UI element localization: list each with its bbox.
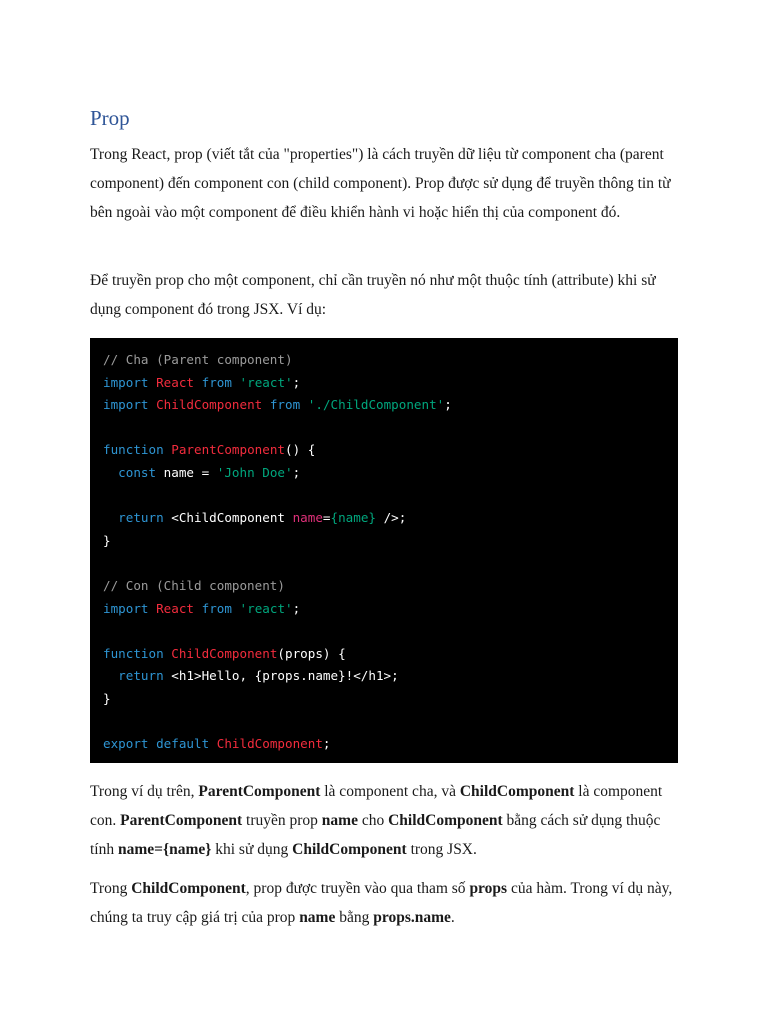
- code-line: [103, 711, 678, 734]
- code-token: // Cha (Parent component): [103, 352, 293, 367]
- code-line: [103, 485, 678, 508]
- bold-term: name={name}: [118, 841, 212, 858]
- code-token: />;: [376, 510, 407, 526]
- code-token: [103, 465, 118, 480]
- text-run: khi sử dụng: [211, 841, 293, 858]
- code-token: ;: [292, 374, 301, 390]
- code-line: [103, 394, 678, 417]
- intro-paragraph: [90, 140, 680, 227]
- code-token: ;: [444, 397, 452, 413]
- code-token: import: [103, 374, 149, 390]
- code-token: [103, 668, 118, 683]
- code-token: [103, 510, 118, 525]
- bold-term: ChildComponent: [292, 841, 407, 858]
- code-token: 'react': [239, 374, 293, 390]
- bold-term: ChildComponent: [131, 880, 246, 897]
- text-run: là component cha, và: [320, 783, 460, 800]
- bold-term: name: [321, 812, 358, 829]
- bold-term: ChildComponent: [388, 812, 503, 829]
- explanation-paragraph: [90, 777, 680, 864]
- code-token: ;: [292, 464, 301, 480]
- bold-term: ParentComponent: [198, 783, 321, 800]
- code-line: [103, 462, 678, 485]
- code-token: from: [201, 600, 232, 616]
- text-run: .: [450, 909, 455, 926]
- code-token: () {: [285, 442, 316, 458]
- code-token: ;: [322, 736, 331, 752]
- code-token: name =: [156, 464, 217, 480]
- code-line: [103, 643, 678, 666]
- code-token: }: [103, 690, 111, 706]
- code-token: './ChildComponent': [307, 397, 445, 413]
- code-token: [149, 375, 157, 390]
- code-block: [90, 338, 678, 763]
- code-token: return: [118, 668, 164, 684]
- code-token: [262, 397, 270, 412]
- code-line: [103, 665, 678, 688]
- code-token: <h1>Hello, {props.name}!</h1>;: [163, 668, 399, 684]
- code-line: [103, 507, 678, 530]
- code-token: (props) {: [277, 645, 346, 661]
- code-token: function: [103, 442, 164, 458]
- code-token: React: [156, 600, 195, 616]
- code-token: name: [292, 510, 323, 526]
- code-token: [194, 375, 202, 390]
- code-token: from: [201, 374, 232, 390]
- text-run: Trong React, prop (viết tắt của "properties") là cách truyền dữ liệu từ component cha (parent component) đến component con (child component). Prop được sử dụng để truyền thông tin từ bên ngoài vào một component để điều khiển hành vi hoặc hiển thị của component đó.: [90, 146, 671, 221]
- text-run: Trong: [90, 880, 132, 897]
- text-run: truyền prop: [242, 812, 322, 829]
- code-token: ChildComponent: [171, 645, 278, 661]
- code-line: [103, 530, 678, 553]
- code-token: // Con (Child component): [103, 577, 285, 593]
- code-token: [300, 397, 308, 412]
- code-token: [149, 397, 157, 412]
- text-run: , prop được truyền vào qua tham số: [245, 880, 470, 897]
- bold-term: name: [299, 909, 336, 926]
- section-heading: Prop: [90, 106, 130, 130]
- code-token: }: [103, 532, 111, 548]
- code-token: return: [118, 510, 164, 526]
- text-run: bằng cách sử dụng thuộc tính: [90, 812, 661, 858]
- code-token: 'react': [239, 600, 293, 616]
- code-line: [103, 417, 678, 440]
- bold-term: ChildComponent: [459, 783, 575, 800]
- code-token: [149, 601, 157, 616]
- code-token: [209, 736, 217, 751]
- code-token: ParentComponent: [171, 442, 285, 458]
- code-token: 'John Doe': [216, 464, 293, 480]
- code-token: [232, 601, 240, 616]
- code-token: <ChildComponent: [163, 510, 293, 526]
- code-token: import: [103, 600, 149, 616]
- text-run: bằng: [335, 909, 374, 926]
- code-token: from: [269, 397, 301, 413]
- code-line: [103, 620, 678, 643]
- text-run: trong JSX.: [406, 841, 477, 858]
- code-token: [232, 375, 240, 390]
- text-run: Để truyền prop cho một component, chỉ cần truyền nó như một thuộc tính (attribute) khi sử dụng component đó trong JSX. Ví dụ:: [90, 272, 656, 318]
- text-run: của hàm. Trong ví dụ này, chúng ta truy cập giá trị của prop: [90, 880, 673, 926]
- code-token: import: [103, 397, 149, 413]
- code-token: {name}: [330, 510, 377, 526]
- code-token: const: [118, 464, 157, 480]
- text-run: Trong ví dụ trên,: [90, 783, 199, 800]
- code-line: [103, 575, 678, 598]
- code-token: [194, 601, 202, 616]
- code-token: React: [156, 374, 195, 390]
- code-token: export: [103, 736, 149, 752]
- code-token: ChildComponent: [156, 397, 263, 413]
- bold-term: props.name: [373, 909, 451, 926]
- code-line: [103, 733, 678, 756]
- code-line: [103, 552, 678, 575]
- code-token: =: [322, 510, 331, 526]
- usage-paragraph: [90, 266, 680, 324]
- code-token: [149, 736, 157, 751]
- code-token: ;: [292, 600, 301, 616]
- bold-term: props: [469, 880, 508, 897]
- code-line: [103, 372, 678, 395]
- code-line: [103, 688, 678, 711]
- text-run: là component con.: [90, 783, 663, 829]
- props-paragraph: [90, 874, 680, 932]
- text-run: cho: [357, 812, 389, 829]
- code-token: ChildComponent: [216, 736, 323, 752]
- code-line: [103, 598, 678, 621]
- bold-term: ParentComponent: [120, 812, 243, 829]
- code-token: function: [103, 645, 164, 661]
- code-line: [103, 349, 678, 372]
- code-line: [103, 439, 678, 462]
- code-token: default: [156, 736, 210, 752]
